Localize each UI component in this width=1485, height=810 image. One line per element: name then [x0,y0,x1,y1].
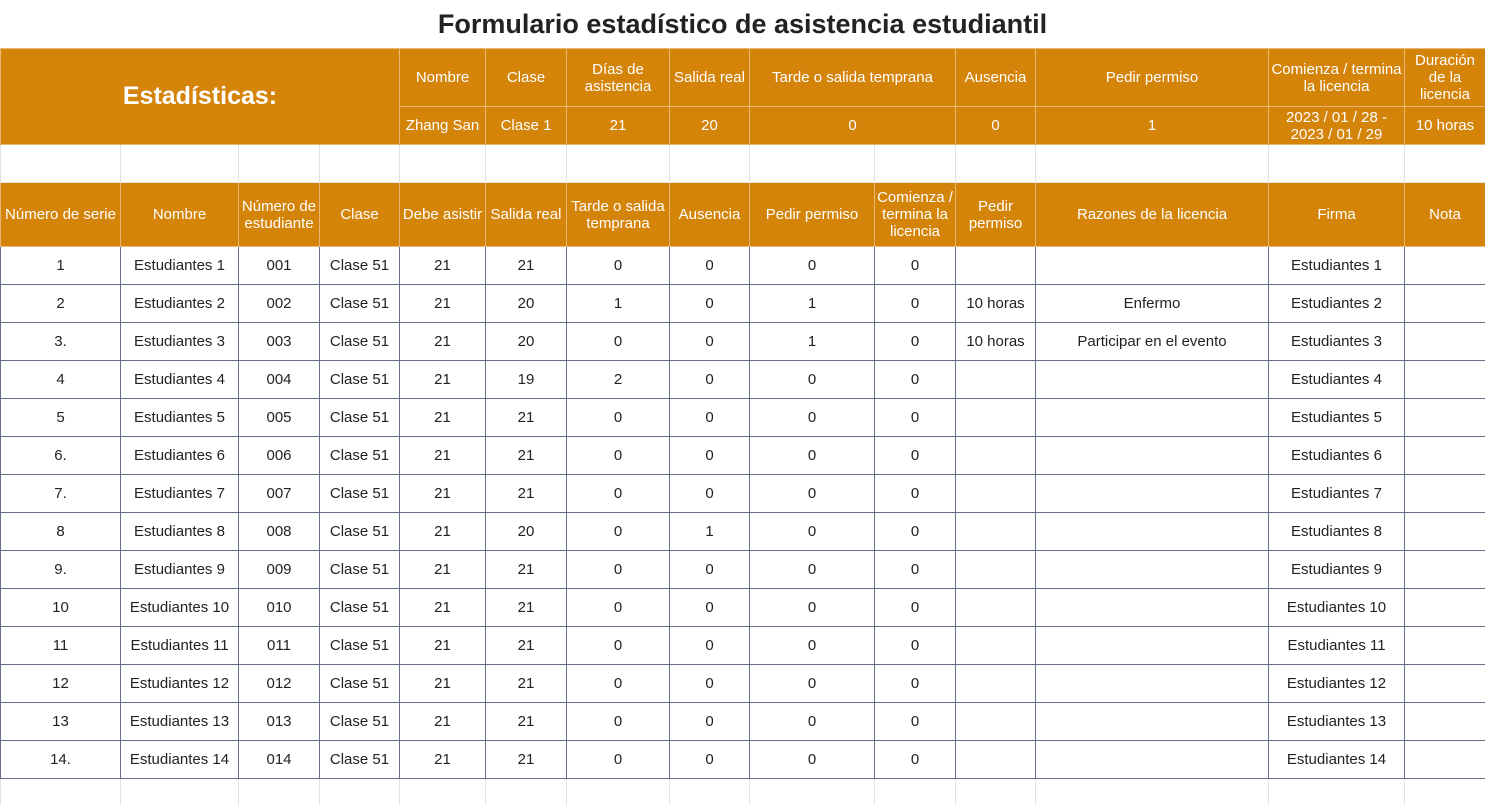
table-cell[interactable] [1036,665,1269,703]
table-cell[interactable]: 0 [750,665,875,703]
table-cell[interactable]: 009 [239,551,320,589]
table-cell[interactable]: 0 [875,513,956,551]
table-cell[interactable] [1036,247,1269,285]
table-cell[interactable]: 21 [400,437,486,475]
table-cell[interactable]: Estudiantes 12 [121,665,239,703]
table-cell[interactable]: 0 [567,627,670,665]
table-cell[interactable] [956,475,1036,513]
table-cell[interactable]: Estudiantes 6 [121,437,239,475]
table-cell[interactable]: 0 [875,247,956,285]
table-cell[interactable]: 0 [875,589,956,627]
table-cell[interactable]: 21 [400,247,486,285]
table-cell[interactable] [1405,475,1485,513]
table-cell[interactable]: Clase 51 [320,589,400,627]
table-cell[interactable]: 14. [1,741,121,779]
table-cell[interactable]: 012 [239,665,320,703]
table-cell[interactable]: 013 [239,703,320,741]
table-cell[interactable]: 21 [400,665,486,703]
table-cell[interactable]: 0 [750,437,875,475]
table-cell[interactable]: 21 [400,361,486,399]
column-header: Comienza / termina la licencia [875,183,956,247]
table-cell[interactable]: Estudiantes 11 [1269,627,1405,665]
table-cell[interactable] [1405,741,1485,779]
table-cell[interactable]: 7. [1,475,121,513]
column-header: Debe asistir [400,183,486,247]
table-cell[interactable]: 10 horas [956,285,1036,323]
table-cell[interactable]: 0 [875,551,956,589]
table-cell[interactable]: 0 [875,361,956,399]
table-cell[interactable]: 0 [567,513,670,551]
table-cell[interactable]: Estudiantes 14 [1269,741,1405,779]
summary-header-cell: Comienza / termina la licencia [1269,49,1405,107]
table-cell[interactable]: Clase 51 [320,399,400,437]
table-row [1,247,1485,285]
table-cell[interactable]: 0 [875,703,956,741]
table-row [1,703,1485,741]
table-cell[interactable]: 0 [670,361,750,399]
table-cell[interactable]: 0 [875,285,956,323]
table-cell[interactable]: 21 [486,399,567,437]
table-cell[interactable]: Clase 51 [320,475,400,513]
table-cell[interactable]: 1 [567,285,670,323]
table-cell[interactable] [956,513,1036,551]
table-row [1,665,1485,703]
column-header: Ausencia [670,183,750,247]
table-cell[interactable]: Estudiantes 13 [1269,703,1405,741]
table-cell[interactable]: 008 [239,513,320,551]
table-cell[interactable]: Estudiantes 2 [121,285,239,323]
column-header: Clase [320,183,400,247]
attendance-sheet [0,48,1485,805]
table-cell[interactable]: 21 [400,551,486,589]
table-cell[interactable] [1036,627,1269,665]
table-cell[interactable] [956,437,1036,475]
column-header: Nota [1405,183,1485,247]
summary-header-cell: Ausencia [956,49,1036,107]
table-cell[interactable]: 0 [875,741,956,779]
table-cell[interactable]: Clase 51 [320,665,400,703]
table-cell[interactable]: 003 [239,323,320,361]
table-cell[interactable] [1036,399,1269,437]
table-cell[interactable]: 0 [670,703,750,741]
table-cell[interactable]: Estudiantes 14 [121,741,239,779]
table-cell[interactable]: 20 [486,513,567,551]
column-header-row [1,183,1485,247]
table-cell[interactable]: 0 [750,361,875,399]
table-cell[interactable]: 2 [567,361,670,399]
table-row [1,437,1485,475]
table-cell[interactable]: 2 [1,285,121,323]
table-cell[interactable]: 011 [239,627,320,665]
table-cell[interactable]: 0 [750,551,875,589]
table-cell[interactable]: 21 [486,247,567,285]
table-cell[interactable]: 0 [670,475,750,513]
table-cell[interactable]: 0 [875,475,956,513]
summary-value-cell[interactable]: Zhang San [400,107,486,145]
table-cell[interactable]: 0 [567,551,670,589]
table-cell[interactable] [1405,323,1485,361]
summary-header-cell: Tarde o salida temprana [750,49,956,107]
table-cell[interactable]: 0 [567,475,670,513]
table-cell[interactable] [1036,589,1269,627]
table-cell[interactable]: Estudiantes 7 [121,475,239,513]
table-cell[interactable] [1405,399,1485,437]
table-cell[interactable]: 0 [750,627,875,665]
table-cell[interactable] [1036,513,1269,551]
table-cell[interactable]: 0 [875,399,956,437]
table-cell[interactable]: 20 [486,285,567,323]
summary-header-cell: Pedir permiso [1036,49,1269,107]
table-cell[interactable]: 13 [1,703,121,741]
table-cell[interactable]: Clase 51 [320,551,400,589]
summary-header-cell: Duración de la licencia [1405,49,1485,107]
table-cell[interactable]: Clase 51 [320,323,400,361]
table-cell[interactable]: Estudiantes 11 [121,627,239,665]
table-cell[interactable]: 0 [750,589,875,627]
table-cell[interactable]: 3. [1,323,121,361]
table-cell[interactable] [1036,551,1269,589]
table-cell[interactable]: 0 [750,399,875,437]
table-cell[interactable]: 0 [670,551,750,589]
table-cell[interactable]: 21 [400,703,486,741]
table-cell[interactable]: 4 [1,361,121,399]
table-cell[interactable]: 21 [486,665,567,703]
table-cell[interactable]: 21 [400,589,486,627]
table-cell[interactable]: 11 [1,627,121,665]
table-cell[interactable]: 0 [750,741,875,779]
table-cell[interactable]: Clase 51 [320,285,400,323]
table-cell[interactable]: 1 [670,513,750,551]
table-cell[interactable]: 9. [1,551,121,589]
table-cell[interactable]: 21 [400,475,486,513]
table-cell[interactable]: 002 [239,285,320,323]
table-cell[interactable]: Clase 51 [320,741,400,779]
column-header: Pedir permiso [956,183,1036,247]
table-cell[interactable]: 0 [670,741,750,779]
table-row [1,285,1485,323]
table-cell[interactable]: Estudiantes 6 [1269,437,1405,475]
table-row [1,513,1485,551]
table-cell[interactable]: 0 [670,437,750,475]
table-cell[interactable]: 21 [400,513,486,551]
table-cell[interactable]: 0 [875,323,956,361]
table-cell[interactable]: 007 [239,475,320,513]
table-cell[interactable]: Estudiantes 4 [121,361,239,399]
table-row [1,741,1485,779]
table-row [1,361,1485,399]
table-cell[interactable]: Estudiantes 10 [121,589,239,627]
table-cell[interactable] [1405,589,1485,627]
table-cell[interactable]: 0 [567,399,670,437]
table-cell[interactable]: 0 [875,627,956,665]
table-cell[interactable] [1405,361,1485,399]
table-cell[interactable]: 12 [1,665,121,703]
table-cell[interactable]: Estudiantes 9 [121,551,239,589]
table-cell[interactable]: 21 [486,627,567,665]
table-cell[interactable]: 0 [670,285,750,323]
table-cell[interactable]: Estudiantes 3 [121,323,239,361]
table-cell[interactable]: 21 [400,323,486,361]
summary-value-cell[interactable]: 10 horas [1405,107,1485,145]
column-header: Número de serie [1,183,121,247]
summary-value-cell[interactable]: 1 [1036,107,1269,145]
table-cell[interactable]: 21 [486,475,567,513]
table-cell[interactable]: 0 [567,741,670,779]
summary-header-row [1,49,1485,107]
column-header: Tarde o salida temprana [567,183,670,247]
table-cell[interactable] [1405,513,1485,551]
column-header: Razones de la licencia [1036,183,1269,247]
table-cell[interactable]: Estudiantes 10 [1269,589,1405,627]
table-cell[interactable] [1036,703,1269,741]
table-cell[interactable]: Estudiantes 2 [1269,285,1405,323]
table-cell[interactable]: 6. [1,437,121,475]
table-cell[interactable]: 001 [239,247,320,285]
table-row [1,551,1485,589]
table-cell[interactable] [956,589,1036,627]
table-cell[interactable]: 0 [750,475,875,513]
table-cell[interactable] [1036,475,1269,513]
column-header: Nombre [121,183,239,247]
summary-value-cell[interactable]: 0 [750,107,956,145]
table-row [1,589,1485,627]
summary-header-cell: Nombre [400,49,486,107]
table-cell[interactable]: 8 [1,513,121,551]
table-cell[interactable]: 010 [239,589,320,627]
table-cell[interactable]: Estudiantes 1 [121,247,239,285]
table-row [1,399,1485,437]
table-cell[interactable] [1036,741,1269,779]
table-cell[interactable]: 10 [1,589,121,627]
table-cell[interactable] [1036,437,1269,475]
table-cell[interactable]: 0 [750,247,875,285]
table-body [1,247,1485,779]
table-row [1,475,1485,513]
table-cell[interactable]: 1 [750,323,875,361]
table-cell[interactable]: 005 [239,399,320,437]
table-cell[interactable]: 0 [670,399,750,437]
summary-label: Estadísticas: [1,49,400,145]
table-cell[interactable]: 19 [486,361,567,399]
table-cell[interactable]: 21 [400,627,486,665]
table-cell[interactable] [956,247,1036,285]
table-cell[interactable] [1405,551,1485,589]
table-row [1,323,1485,361]
table-cell[interactable]: Clase 51 [320,247,400,285]
table-cell[interactable]: 0 [567,247,670,285]
table-cell[interactable]: Estudiantes 13 [121,703,239,741]
table-cell[interactable]: 0 [567,665,670,703]
table-cell[interactable]: Estudiantes 12 [1269,665,1405,703]
column-header: Número de estudiante [239,183,320,247]
summary-value-cell[interactable]: 2023 / 01 / 28 - 2023 / 01 / 29 [1269,107,1405,145]
summary-value-cell[interactable]: 20 [670,107,750,145]
summary-header-cell: Salida real [670,49,750,107]
table-cell[interactable] [1405,247,1485,285]
summary-value-cell[interactable]: 21 [567,107,670,145]
spacer-row [1,779,1485,805]
table-row [1,627,1485,665]
table-cell[interactable]: 21 [486,589,567,627]
table-cell[interactable] [1405,703,1485,741]
table-cell[interactable] [956,399,1036,437]
table-cell[interactable] [956,551,1036,589]
table-cell[interactable]: Clase 51 [320,437,400,475]
table-cell[interactable] [1405,437,1485,475]
summary-value-cell[interactable]: 0 [956,107,1036,145]
summary-value-cell[interactable]: Clase 1 [486,107,567,145]
table-cell[interactable]: Estudiantes 4 [1269,361,1405,399]
summary-header-cell: Clase [486,49,567,107]
table-cell[interactable]: 0 [875,437,956,475]
table-cell[interactable]: 1 [750,285,875,323]
table-cell[interactable] [956,361,1036,399]
table-cell[interactable]: Estudiantes 1 [1269,247,1405,285]
table-cell[interactable]: 21 [400,741,486,779]
table-cell[interactable]: 21 [486,703,567,741]
page-title: Formulario estadístico de asistencia estudiantil [437,8,1048,39]
table-cell[interactable]: 21 [486,437,567,475]
table-cell[interactable] [1405,285,1485,323]
table-cell[interactable]: 0 [567,589,670,627]
table-cell[interactable] [956,665,1036,703]
table-cell[interactable]: Estudiantes 3 [1269,323,1405,361]
table-cell[interactable]: 014 [239,741,320,779]
table-cell[interactable] [956,627,1036,665]
table-cell[interactable]: Estudiantes 5 [121,399,239,437]
table-cell[interactable] [1405,627,1485,665]
table-cell[interactable]: 0 [750,513,875,551]
table-cell[interactable]: Estudiantes 7 [1269,475,1405,513]
table-cell[interactable]: 21 [486,741,567,779]
table-cell[interactable] [956,703,1036,741]
column-header: Salida real [486,183,567,247]
table-cell[interactable]: 21 [400,285,486,323]
table-cell[interactable]: 0 [670,589,750,627]
table-cell[interactable]: Estudiantes 8 [121,513,239,551]
table-cell[interactable]: 21 [400,399,486,437]
table-cell[interactable]: Clase 51 [320,627,400,665]
table-cell[interactable]: 1 [1,247,121,285]
column-header: Firma [1269,183,1405,247]
table-cell[interactable]: 0 [670,323,750,361]
table-cell[interactable]: Participar en el evento [1036,323,1269,361]
table-cell[interactable]: 006 [239,437,320,475]
table-cell[interactable]: Estudiantes 8 [1269,513,1405,551]
table-cell[interactable]: Clase 51 [320,361,400,399]
table-cell[interactable]: 0 [567,323,670,361]
table-cell[interactable]: Clase 51 [320,703,400,741]
table-cell[interactable]: 0 [670,627,750,665]
table-cell[interactable]: 0 [567,437,670,475]
table-cell[interactable]: 10 horas [956,323,1036,361]
table-cell[interactable]: 0 [750,703,875,741]
table-cell[interactable]: 5 [1,399,121,437]
table-cell[interactable]: Clase 51 [320,513,400,551]
spacer-row [1,145,1485,183]
table-cell[interactable]: 0 [567,703,670,741]
table-cell[interactable] [1405,665,1485,703]
column-header: Pedir permiso [750,183,875,247]
table-cell[interactable]: 21 [486,551,567,589]
table-cell[interactable]: Estudiantes 9 [1269,551,1405,589]
table-cell[interactable]: Enfermo [1036,285,1269,323]
table-cell[interactable]: 20 [486,323,567,361]
table-cell[interactable] [956,741,1036,779]
table-cell[interactable]: 0 [670,665,750,703]
table-cell[interactable] [1036,361,1269,399]
table-cell[interactable]: Estudiantes 5 [1269,399,1405,437]
table-cell[interactable]: 004 [239,361,320,399]
table-cell[interactable]: 0 [670,247,750,285]
table-cell[interactable]: 0 [875,665,956,703]
summary-header-cell: Días de asistencia [567,49,670,107]
